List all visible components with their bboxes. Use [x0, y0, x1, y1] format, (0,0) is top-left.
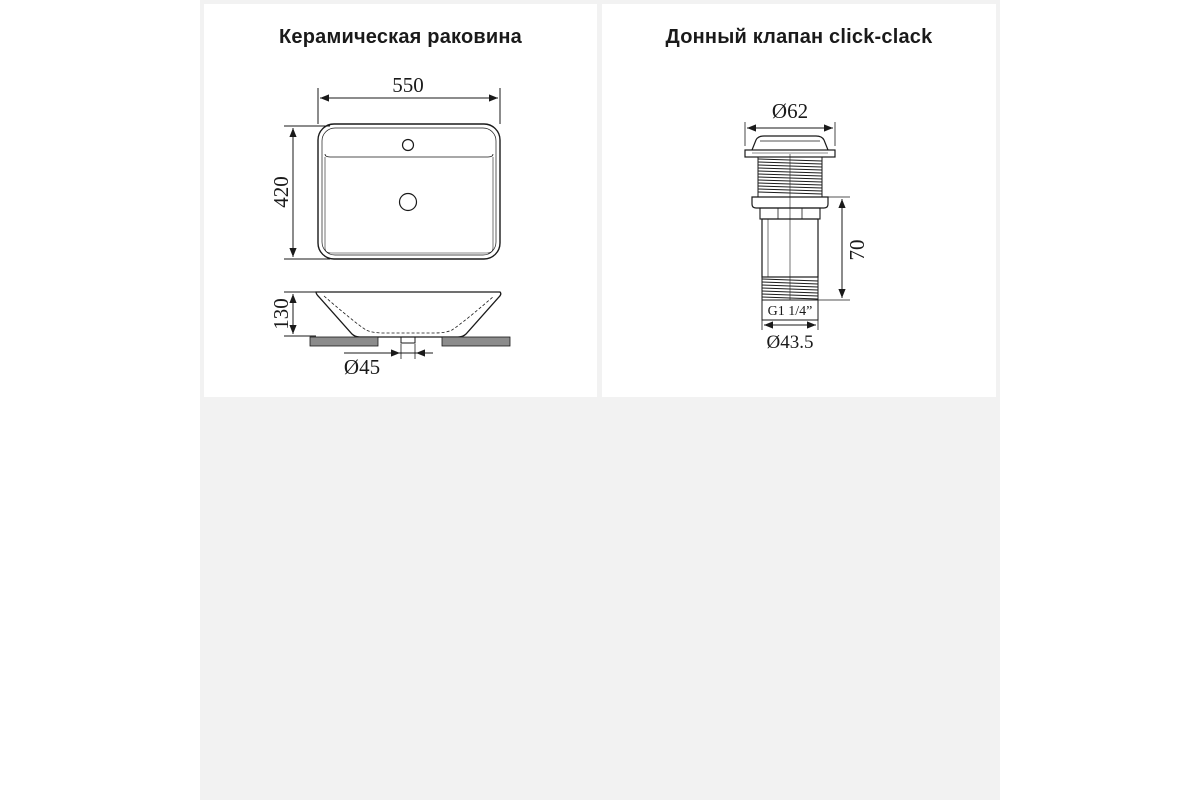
drain-dimension — [344, 344, 433, 379]
cap-label: Ø62 — [771, 99, 809, 123]
length-dimension — [818, 197, 869, 300]
faucet-hole — [403, 140, 414, 151]
sink-panel — [204, 4, 597, 397]
height-label: 130 — [269, 298, 293, 330]
valve-panel — [602, 4, 996, 397]
drain-label: Ø45 — [343, 355, 381, 379]
pipe-label: Ø43.5 — [766, 332, 814, 353]
sink-side-view — [310, 292, 510, 346]
countertop-right — [442, 337, 510, 346]
width-label: 550 — [392, 73, 424, 97]
depth-label: 420 — [269, 176, 293, 208]
height-dimension — [269, 292, 316, 336]
valve-body — [745, 136, 835, 320]
length-label: 70 — [845, 239, 869, 261]
countertop-left — [310, 337, 378, 346]
sink-drawing — [204, 4, 597, 397]
sink-top-view — [318, 124, 500, 259]
valve-drawing — [602, 4, 996, 397]
thread-label: G1 1/4” — [767, 304, 813, 319]
sink-title: Керамическая раковина — [278, 26, 522, 48]
width-dimension — [318, 73, 500, 124]
valve-title: Донный клапан click-clack — [665, 26, 933, 48]
drain-hole — [400, 194, 417, 211]
depth-dimension — [269, 126, 330, 259]
cap-dimension — [745, 99, 835, 146]
pipe-dimension — [762, 320, 818, 353]
